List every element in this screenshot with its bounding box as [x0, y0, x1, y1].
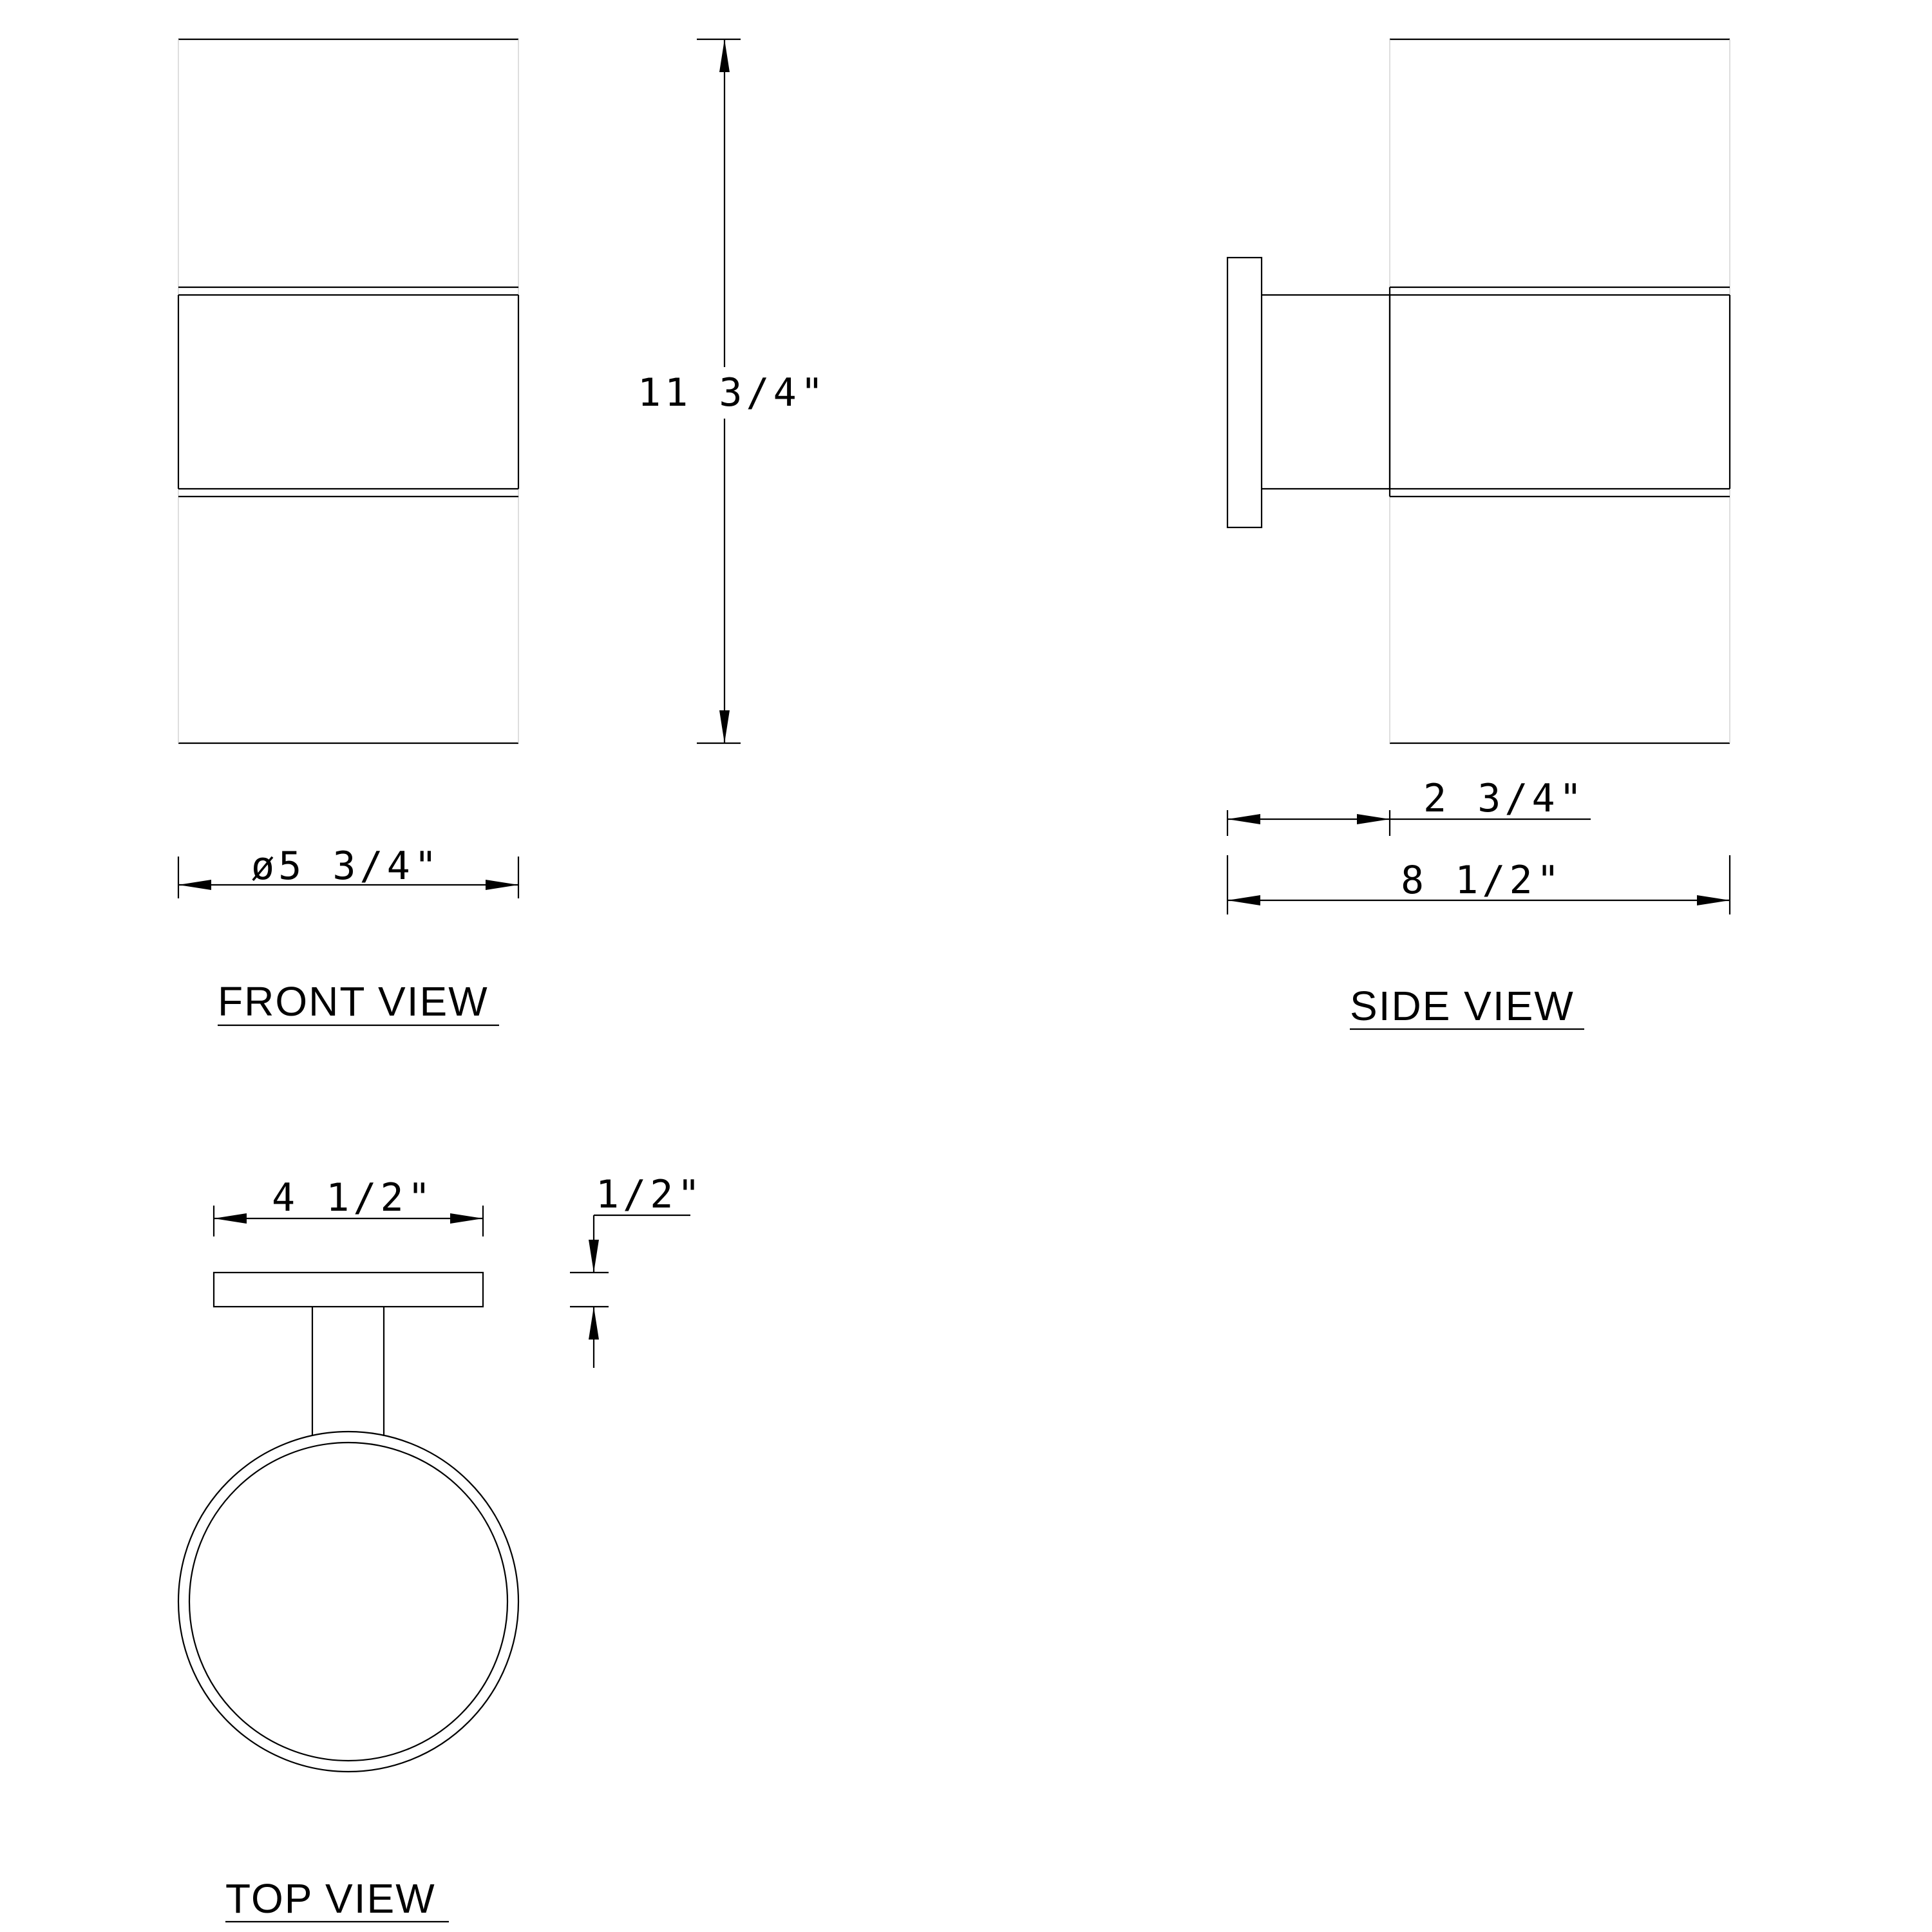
side-view-drawing [1227, 39, 1730, 743]
plate-width-dimension-label: 4 1/2" [272, 1175, 435, 1220]
top-view-label: TOP VIEW [225, 1875, 436, 1922]
side-view-label: SIDE VIEW [1350, 983, 1575, 1029]
top-view-drawing [178, 1273, 518, 1772]
diameter-dimension-label: ø5 3/4" [251, 844, 441, 889]
plate-thickness-dimension-label: 1/2" [596, 1172, 705, 1217]
projection-dimension-label: 2 3/4" [1423, 776, 1586, 821]
height-dimension-label: 11 3/4" [638, 370, 828, 415]
plate-thickness-dimension [570, 1215, 690, 1368]
front-view-drawing [178, 39, 518, 743]
overall-depth-dimension-label: 8 1/2" [1401, 858, 1564, 903]
front-view-label: FRONT VIEW [218, 978, 489, 1025]
